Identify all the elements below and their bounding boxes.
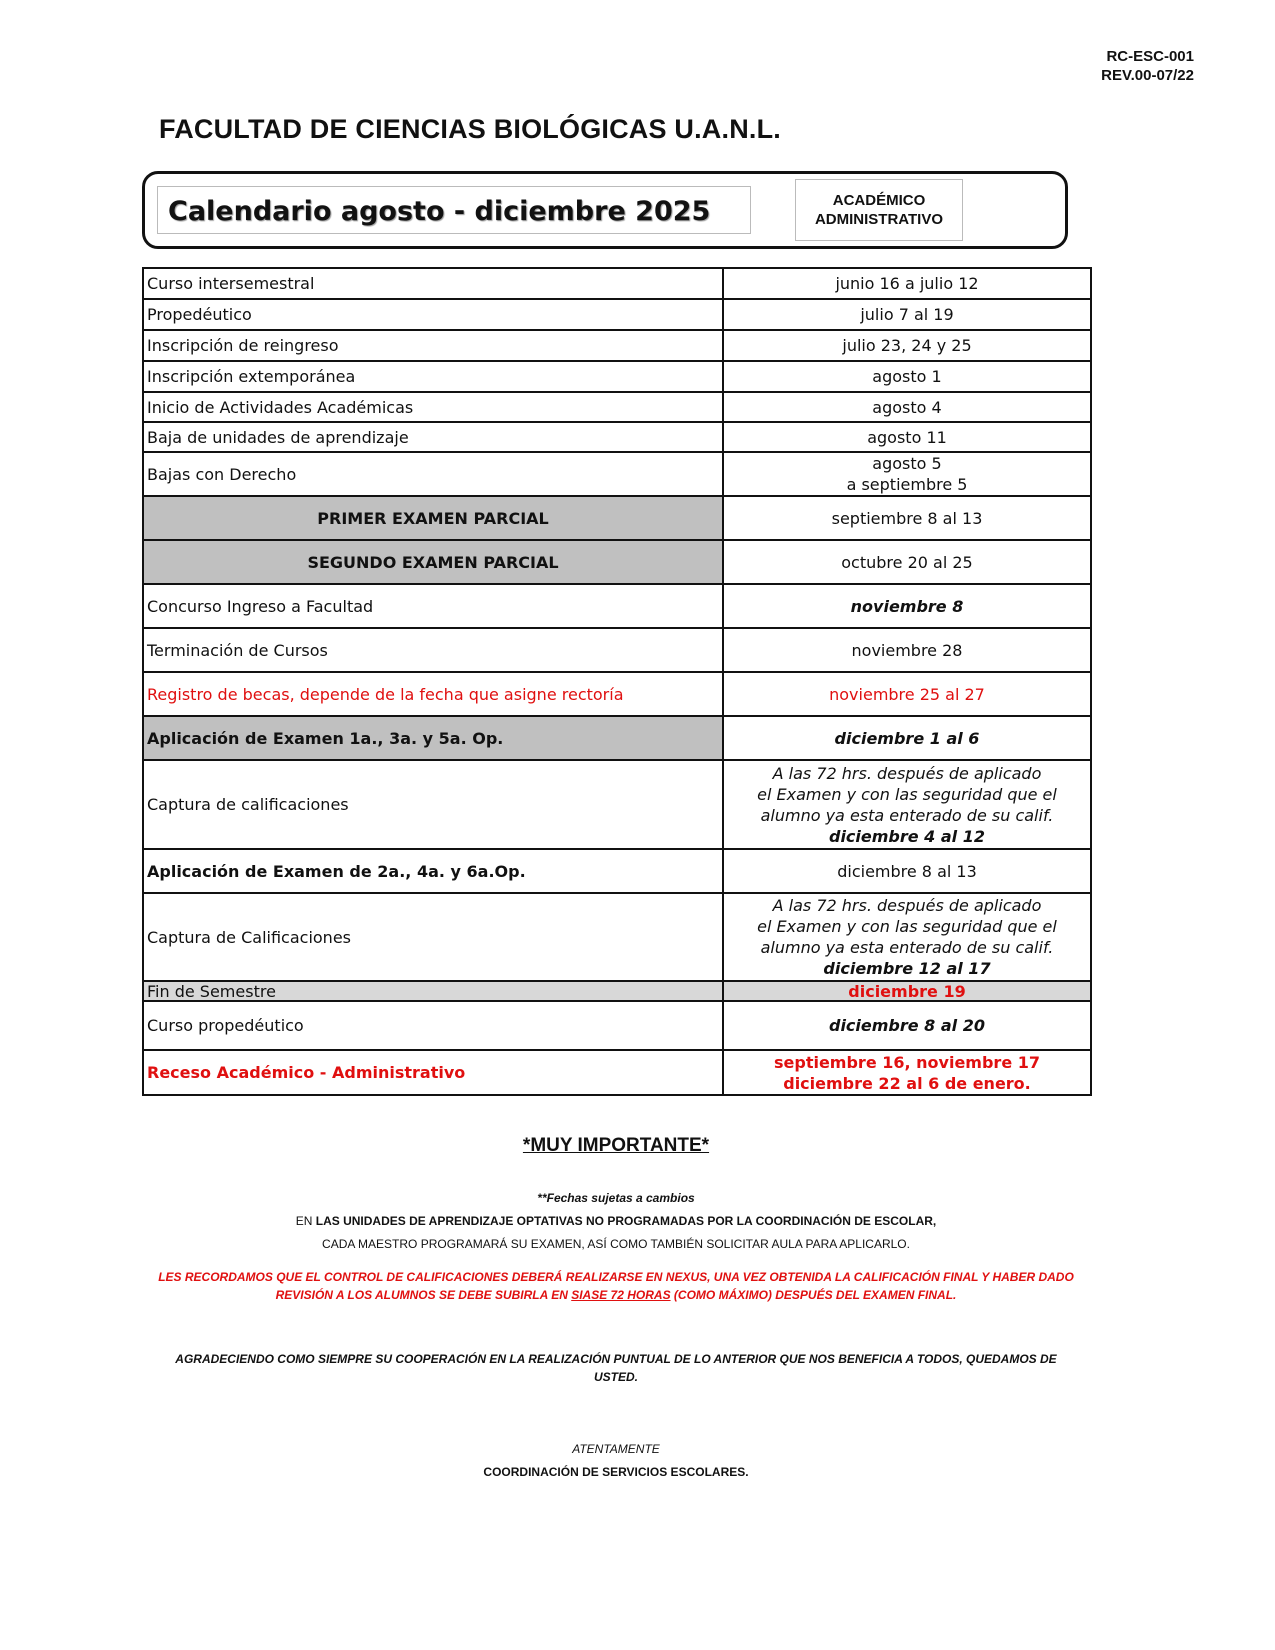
event-label: Captura de Calificaciones bbox=[143, 893, 723, 981]
event-note: A las 72 hrs. después de aplicado bbox=[772, 763, 1042, 783]
table-row bbox=[143, 392, 1091, 422]
reminder-text: REVISIÓN A LOS ALUMNOS SE DEBE SUBIRLA EN bbox=[275, 1288, 572, 1302]
grades-reminder-line1: LES RECORDAMOS QUE EL CONTROL DE CALIFICACIONES DEBERÁ REALIZARSE EN NEXUS, UNA VEZ OBTENIDA LA CALIFICACIÓN FINAL Y HABER DADO bbox=[158, 1270, 1074, 1284]
event-label: Inscripción extemporánea bbox=[143, 361, 723, 392]
event-label: Inicio de Actividades Académicas bbox=[143, 392, 723, 422]
table-row bbox=[143, 452, 1091, 496]
event-label-exam: SEGUNDO EXAMEN PARCIAL bbox=[143, 540, 723, 584]
table-row bbox=[143, 981, 1091, 1001]
event-date: noviembre 25 al 27 bbox=[723, 672, 1091, 716]
optional-units-text: LAS UNIDADES DE APRENDIZAJE OPTATIVAS NO PROGRAMADAS POR LA COORDINACIÓN DE ESCOLAR, bbox=[315, 1214, 937, 1228]
table-row bbox=[143, 540, 1091, 584]
closing: ATENTAMENTE bbox=[572, 1442, 660, 1456]
event-label: Receso Académico - Administrativo bbox=[143, 1050, 723, 1095]
badge-line-administrative: ADMINISTRATIVO bbox=[814, 211, 944, 228]
event-label: Bajas con Derecho bbox=[143, 452, 723, 496]
table-row bbox=[143, 330, 1091, 361]
event-label: Baja de unidades de aprendizaje bbox=[143, 422, 723, 452]
event-date-range: diciembre 12 al 17 bbox=[823, 959, 991, 978]
event-date-range: diciembre 4 al 12 bbox=[828, 826, 985, 846]
event-date: noviembre 8 bbox=[723, 584, 1091, 628]
grades-reminder-line2 bbox=[142, 1286, 1090, 1304]
table-row bbox=[143, 496, 1091, 540]
optional-units-prefix: EN bbox=[295, 1214, 313, 1228]
event-date: diciembre 8 al 20 bbox=[723, 1001, 1091, 1050]
event-label-exam: PRIMER EXAMEN PARCIAL bbox=[143, 496, 723, 540]
calendar-type-badge bbox=[795, 179, 963, 241]
event-date: diciembre 1 al 6 bbox=[723, 716, 1091, 760]
event-date-start: agosto 5 bbox=[872, 454, 942, 473]
document-code bbox=[1101, 47, 1194, 85]
thanks-line1: AGRADECIENDO COMO SIEMPRE SU COOPERACIÓN EN LA REALIZACIÓN PUNTUAL DE LO ANTERIOR QUE NOS BENEFICIA A TODOS, QUEDAMOS DE bbox=[175, 1352, 1057, 1366]
faculty-title: FACULTAD DE CIENCIAS BIOLÓGICAS U.A.N.L. bbox=[159, 114, 781, 144]
calendar-table bbox=[142, 267, 1092, 1096]
calendar-title: Calendario agosto - diciembre 2025 bbox=[168, 196, 711, 227]
siase-deadline: SIASE 72 HORAS bbox=[571, 1288, 671, 1302]
event-label: Curso intersemestral bbox=[143, 268, 723, 299]
table-row bbox=[143, 716, 1091, 760]
event-note: el Examen y con las seguridad que el bbox=[757, 917, 1057, 936]
event-date: noviembre 28 bbox=[723, 628, 1091, 672]
calendar-header-box bbox=[142, 171, 1068, 249]
badge-line-academic: ACADÉMICO bbox=[832, 192, 926, 209]
event-label: Aplicación de Examen de 2a., 4a. y 6a.Op. bbox=[143, 849, 723, 893]
reminder-text-end: (COMO MÁXIMO) DESPUÉS DEL EXAMEN FINAL. bbox=[670, 1288, 957, 1302]
event-label: Terminación de Cursos bbox=[143, 628, 723, 672]
event-date bbox=[723, 893, 1091, 981]
event-date: agosto 11 bbox=[723, 422, 1091, 452]
thanks-note bbox=[142, 1350, 1090, 1386]
event-label: Curso propedéutico bbox=[143, 1001, 723, 1050]
signature: COORDINACIÓN DE SERVICIOS ESCOLARES. bbox=[483, 1465, 749, 1479]
table-row bbox=[143, 628, 1091, 672]
event-date: septiembre 8 al 13 bbox=[723, 496, 1091, 540]
important-heading: *MUY IMPORTANTE* bbox=[522, 1135, 710, 1156]
grades-reminder bbox=[142, 1268, 1090, 1304]
event-label: Registro de becas, depende de la fecha que asigne rectoría bbox=[143, 672, 723, 716]
event-date: agosto 1 bbox=[723, 361, 1091, 392]
document-revision: REV.00-07/22 bbox=[1101, 67, 1194, 84]
thanks-line2: USTED. bbox=[593, 1370, 638, 1384]
table-row bbox=[143, 268, 1091, 299]
event-date: diciembre 8 al 13 bbox=[723, 849, 1091, 893]
event-date bbox=[723, 452, 1091, 496]
event-date: junio 16 a julio 12 bbox=[723, 268, 1091, 299]
event-date: diciembre 19 bbox=[723, 981, 1091, 1001]
event-label: Concurso Ingreso a Facultad bbox=[143, 584, 723, 628]
event-date: julio 23, 24 y 25 bbox=[723, 330, 1091, 361]
table-row bbox=[143, 760, 1091, 849]
event-date-line: septiembre 16, noviembre 17 bbox=[773, 1052, 1040, 1072]
event-note: A las 72 hrs. después de aplicado bbox=[772, 896, 1042, 915]
event-note: alumno ya esta enterado de su calif. bbox=[760, 805, 1054, 825]
table-row bbox=[143, 672, 1091, 716]
event-date: agosto 4 bbox=[723, 392, 1091, 422]
table-row bbox=[143, 299, 1091, 330]
table-row bbox=[143, 849, 1091, 893]
event-label: Aplicación de Examen 1a., 3a. y 5a. Op. bbox=[143, 716, 723, 760]
event-date: julio 7 al 19 bbox=[723, 299, 1091, 330]
changes-note: **Fechas sujetas a cambios bbox=[537, 1191, 695, 1205]
event-note: el Examen y con las seguridad que el bbox=[757, 784, 1057, 804]
document-code-id: RC-ESC-001 bbox=[1106, 48, 1194, 65]
event-date: octubre 20 al 25 bbox=[723, 540, 1091, 584]
event-date-line: diciembre 22 al 6 de enero. bbox=[783, 1073, 1031, 1093]
event-label: Captura de calificaciones bbox=[143, 760, 723, 849]
event-label: Propedéutico bbox=[143, 299, 723, 330]
table-row bbox=[143, 361, 1091, 392]
event-label: Fin de Semestre bbox=[143, 981, 723, 1001]
table-row bbox=[143, 1001, 1091, 1050]
optional-units-note bbox=[142, 1212, 1090, 1230]
table-row bbox=[143, 893, 1091, 981]
event-label: Inscripción de reingreso bbox=[143, 330, 723, 361]
table-row bbox=[143, 422, 1091, 452]
exam-scheduling-note: CADA MAESTRO PROGRAMARÁ SU EXAMEN, ASÍ COMO TAMBIÉN SOLICITAR AULA PARA APLICARLO. bbox=[322, 1237, 910, 1251]
event-date-end: a septiembre 5 bbox=[846, 475, 968, 494]
event-note: alumno ya esta enterado de su calif. bbox=[760, 938, 1054, 957]
event-date bbox=[723, 1050, 1091, 1095]
event-date bbox=[723, 760, 1091, 849]
table-row bbox=[143, 584, 1091, 628]
calendar-title-box bbox=[157, 186, 751, 234]
table-row bbox=[143, 1050, 1091, 1095]
